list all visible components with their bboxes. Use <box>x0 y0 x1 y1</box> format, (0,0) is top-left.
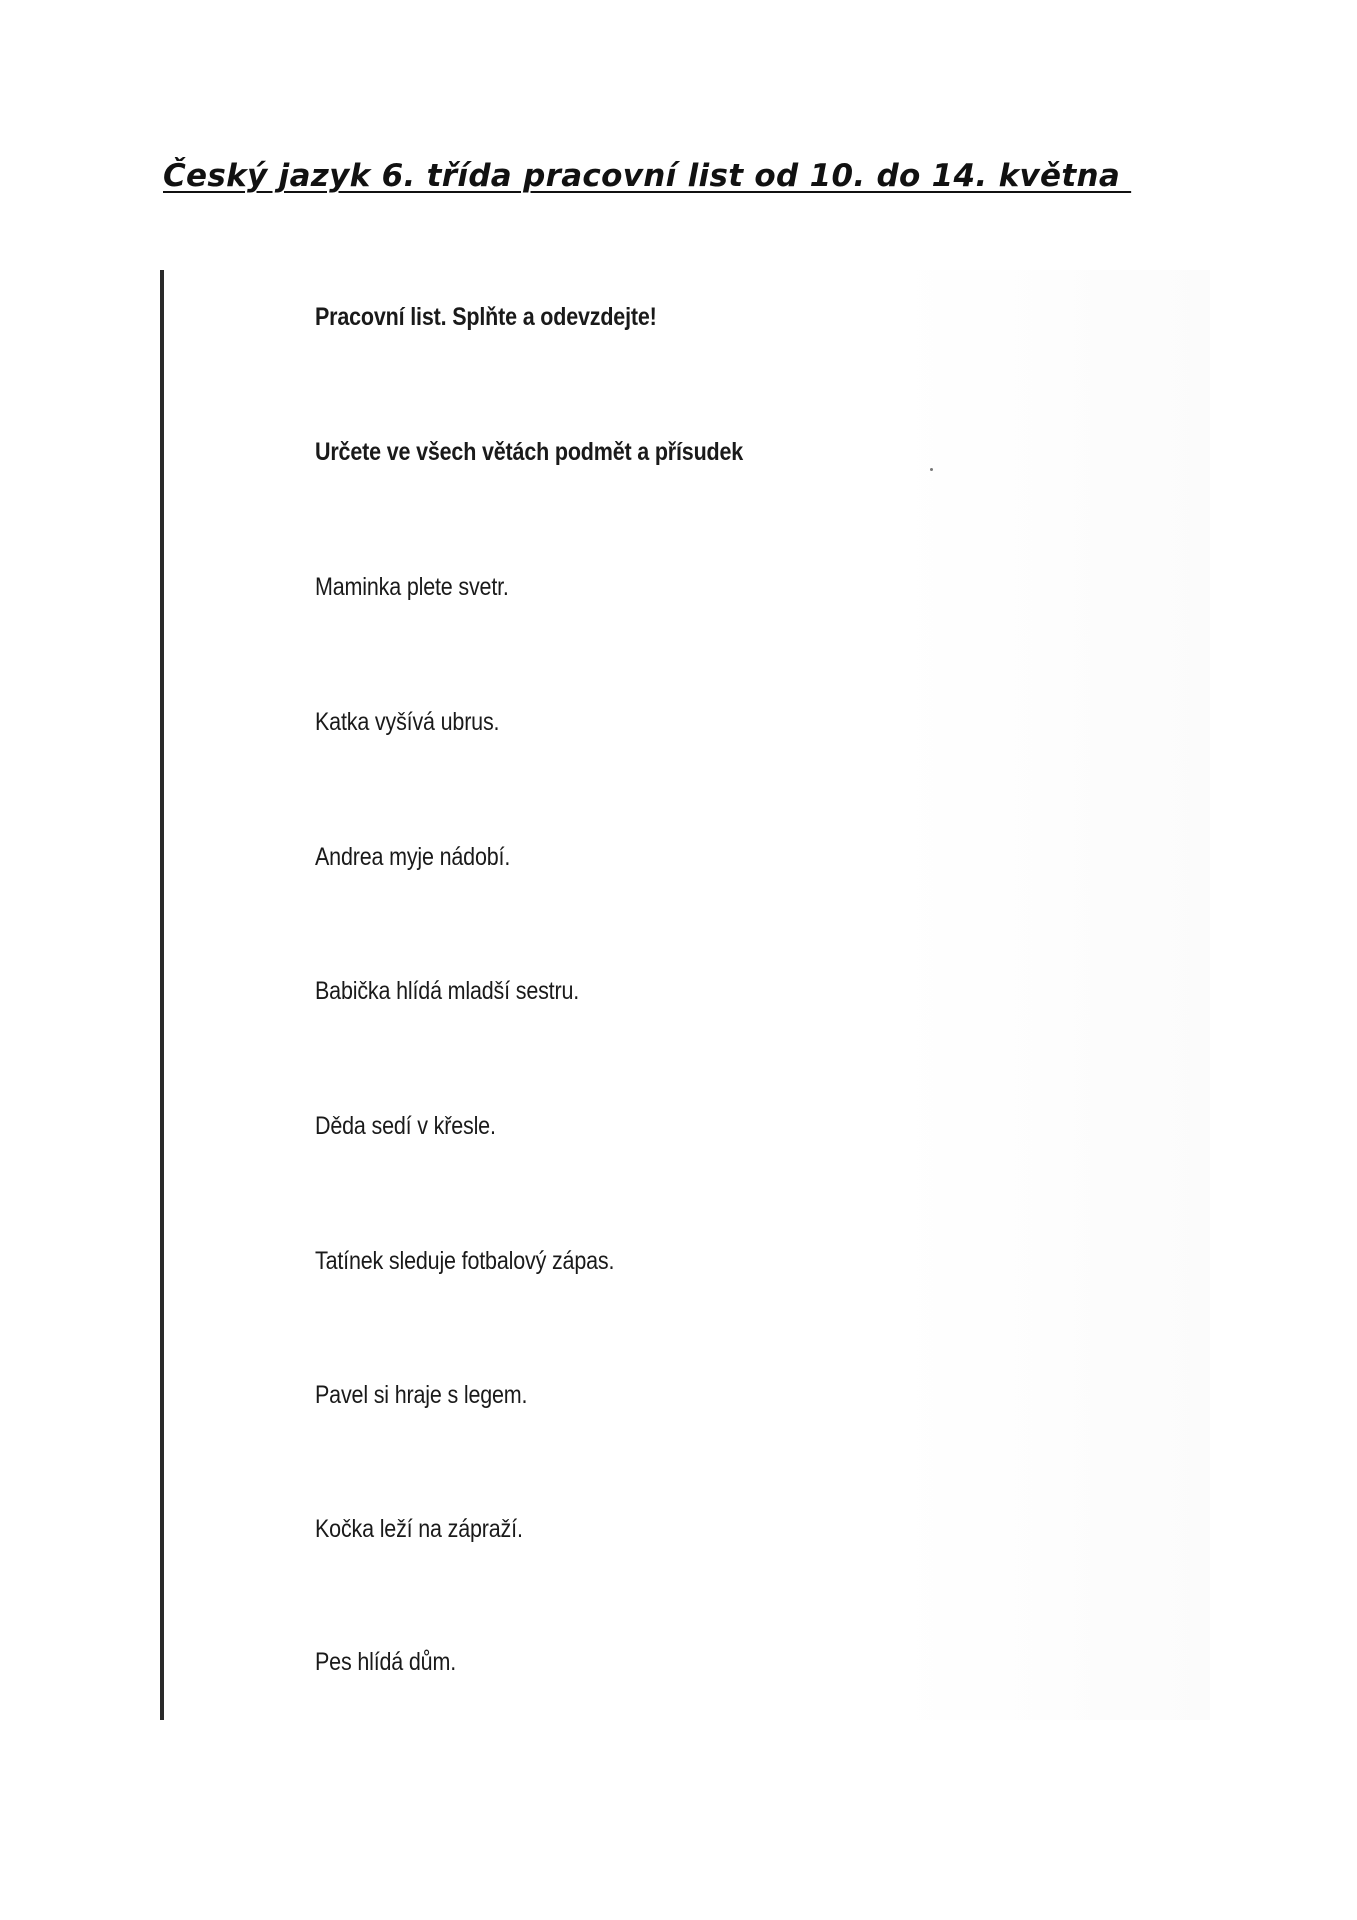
worksheet-heading: Pracovní list. Splňte a odevzdejte! <box>315 303 657 331</box>
scan-speck <box>930 468 933 471</box>
sentence-8: Kočka leží na zápraží. <box>315 1515 523 1543</box>
scanned-worksheet-image <box>160 270 1210 1720</box>
sentence-2: Katka vyšívá ubrus. <box>315 708 500 736</box>
scan-left-border <box>160 270 164 1720</box>
sentence-1: Maminka plete svetr. <box>315 573 509 601</box>
sentence-9: Pes hlídá dům. <box>315 1648 457 1676</box>
worksheet-instruction: Určete ve všech větách podmět a přísudek <box>315 438 744 466</box>
document-title: Český jazyk 6. třída pracovní list od 10. do 14. května <box>163 158 1132 194</box>
sentence-6: Tatínek sleduje fotbalový zápas. <box>315 1247 615 1275</box>
sentence-3: Andrea myje nádobí. <box>315 843 511 871</box>
sentence-4: Babička hlídá mladší sestru. <box>315 977 580 1005</box>
sentence-5: Děda sedí v křesle. <box>315 1112 496 1140</box>
sentence-7: Pavel si hraje s legem. <box>315 1381 528 1409</box>
